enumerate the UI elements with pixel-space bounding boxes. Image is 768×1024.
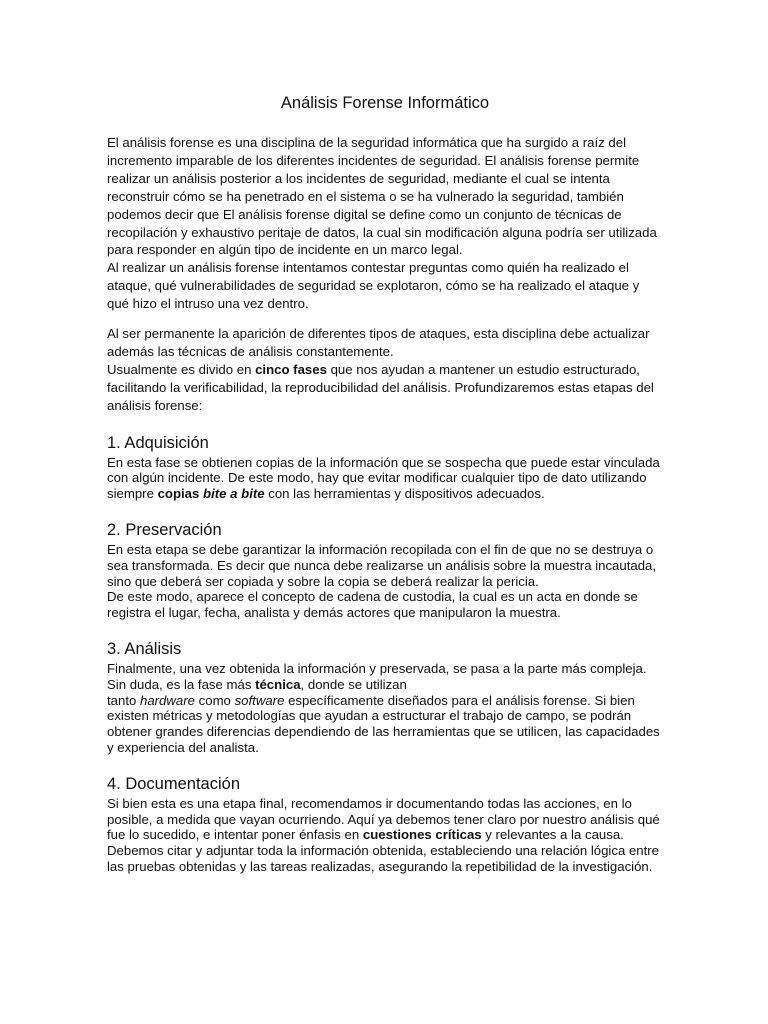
intro-paragraph-1: El análisis forense es una disciplina de la seguridad informática que ha surgido a raíz del incremento imparable de los diferentes incidentes de seguridad. El análisis forense permite realizar un análisis posterior a los incidentes de seguridad, mediante el cual se intenta reconstruir cómo se ha penetrado en el sistema o se ha vulnerado la seguridad, también podemos decir que El análisis forense digital se define como un conjunto de técnicas de recopilación y exhaustivo peritaje de datos, la cual sin modificación alguna podría ser utilizada para responder en algún tipo de incidente en un marco legal. xyxy=(107,135,657,258)
text-run: con las herramientas y dispositivos adecuados. xyxy=(264,486,545,502)
section-body-documentacion xyxy=(107,796,663,875)
intro-paragraph-2: Al realizar un análisis forense intentamos contestar preguntas como quién ha realizado el ataque, qué vulnerabilidades de seguridad se explotaron, cómo se ha realizado el ataque y qué hizo el intruso una vez dentro. xyxy=(107,260,640,312)
section-body-analisis-2 xyxy=(107,693,663,756)
bold-phrase: cuestiones críticas xyxy=(362,827,482,843)
spacer xyxy=(107,502,663,520)
text-run: que nos ayudan a mantener un estudio estructurado, facilitando la verificabilidad, la reproducibilidad del análisis. Profundizaremos estas etapas del análisis forense: xyxy=(107,361,654,413)
italic-phrase: hardware xyxy=(140,692,195,708)
text-run: , donde se utilizan xyxy=(300,676,407,692)
italic-phrase: software xyxy=(234,692,285,708)
section-heading-analisis: 3. Análisis xyxy=(107,639,182,658)
spacer xyxy=(107,415,663,433)
section-heading-documentacion: 4. Documentación xyxy=(107,774,240,793)
text-run: En esta fase se obtienen copias de la información que se sospecha que puede estar vinculada con algún incidente. De este modo, hay que evitar modificar cualquier tipo de dato utilizando siempre xyxy=(107,454,660,502)
document-title: Análisis Forense Informático xyxy=(280,94,490,112)
text-run: Si bien esta es una etapa final, recomendamos ir documentando todas las acciones, en lo posible, a medida que vayan ocurriendo. Aquí ya debemos tener claro por nuestro análisis qué fue lo sucedido, e intentar poner énfasis en xyxy=(107,795,660,843)
text-run: como xyxy=(194,692,235,708)
bold-phrase: técnica xyxy=(255,676,301,692)
text-run: Usualmente es divido en xyxy=(107,361,256,377)
text-run: tanto xyxy=(107,692,140,708)
section-body-analisis-1 xyxy=(107,661,663,693)
text-run: específicamente diseñados para el análisis forense. Si bien existen métricas y metodologías que ayudan a estructurar el trabajo de campo, se podrán obtener grandes diferencias dependiendo de las herramientas que se utilicen, las capacidades y experiencia del analista. xyxy=(107,692,660,755)
section-heading-adquisicion: 1. Adquisición xyxy=(107,433,209,452)
section-heading-preservacion: 2. Preservación xyxy=(107,520,222,539)
section-body-preservacion-2: De este modo, aparece el concepto de cadena de custodia, la cual es un acta en donde se registra el lugar, fecha, analista y demás actores que manipularon la muestra. xyxy=(107,589,638,621)
bold-italic-phrase: bite a bite xyxy=(203,486,265,502)
section-body-preservacion-1: En esta etapa se debe garantizar la información recopilada con el fin de que no se destruya o sea transformada. Es decir que nunca debe realizarse un análisis sobre la muestra incautada, sino que deberá ser copiada y sobre la copia se deberá realizar la pericia. xyxy=(107,541,657,589)
spacer xyxy=(107,621,663,639)
spacer xyxy=(107,756,663,774)
intro-paragraph-3: Al ser permanente la aparición de diferentes tipos de ataques, esta disciplina debe actualizar además las técnicas de análisis constantemente. xyxy=(107,326,650,359)
text-run: y relevantes a la causa. Debemos citar y adjuntar toda la información obtenida, estableciendo una relación lógica entre las pruebas obtenidas y las tareas realizadas, asegurando la repetibilidad de la investigación. xyxy=(107,827,660,874)
spacer xyxy=(107,313,663,325)
bold-phrase: cinco fases xyxy=(255,361,327,377)
section-body-adquisicion xyxy=(107,455,663,502)
bold-phrase: copias xyxy=(157,486,204,502)
document-page xyxy=(107,92,663,875)
text-run: Finalmente, una vez obtenida la información y preservada, se pasa a la parte más compleja. Sin duda, es la fase más xyxy=(107,660,647,692)
intro-paragraph-4 xyxy=(107,361,663,415)
